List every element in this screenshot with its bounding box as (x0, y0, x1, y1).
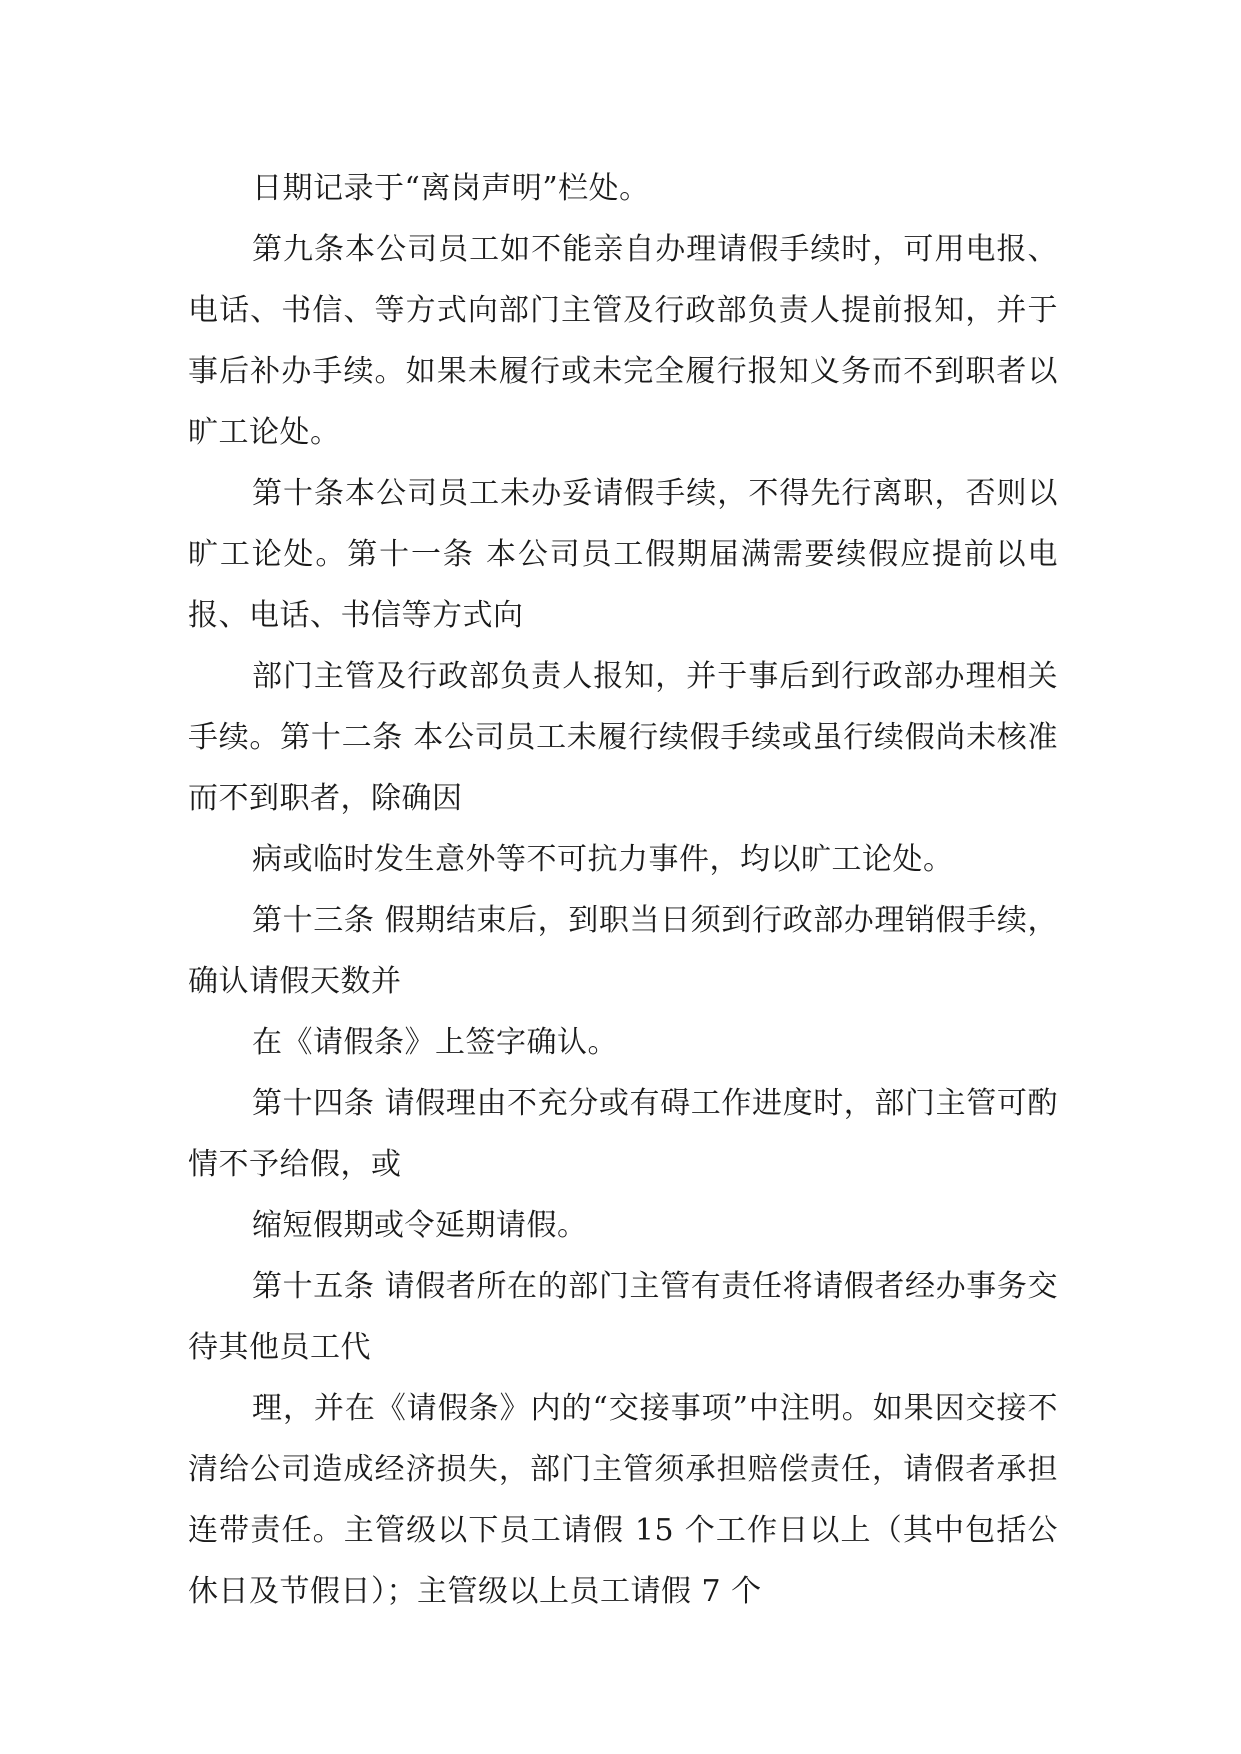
paragraph-1: 日期记录于“离岗声明”栏处。 (252, 171, 650, 206)
paragraph-article-14: 第十四条 请假理由不充分或有碍工作进度时，部门主管可酌情不予给假，或 (188, 1086, 1058, 1182)
document-body (188, 158, 1058, 1622)
paragraph-article-15: 第十五条 请假者所在的部门主管有责任将请假者经办事务交待其他员工代 (188, 1269, 1058, 1365)
paragraph-article-15-cont: 理，并在《请假条》内的“交接事项”中注明。如果因交接不清给公司造成经济损失，部门主管须承担赔偿责任，请假者承担连带责任。主管级以下员工请假 15 个工作日以上（其中包括公休日及节假日）；主管级以上员工请假 7 个 (188, 1391, 1058, 1609)
paragraph-article-14-cont: 缩短假期或令延期请假。 (252, 1208, 588, 1243)
paragraph-article-12-cont: 病或临时发生意外等不可抗力事件，均以旷工论处。 (252, 842, 954, 877)
paragraph-article-9: 第九条本公司员工如不能亲自办理请假手续时，可用电报、电话、书信、等方式向部门主管及行政部负责人提前报知，并于事后补办手续。如果未履行或未完全履行报知义务而不到职者以旷工论处。 (188, 232, 1058, 450)
paragraph-article-10-11: 第十条本公司员工未办妥请假手续，不得先行离职，否则以旷工论处。第十一条 本公司员工假期届满需要续假应提前以电报、电话、书信等方式向 (188, 476, 1058, 633)
paragraph-article-13: 第十三条 假期结束后，到职当日须到行政部办理销假手续，确认请假天数并 (188, 903, 1058, 999)
paragraph-article-11-12: 部门主管及行政部负责人报知，并于事后到行政部办理相关手续。第十二条 本公司员工未履行续假手续或虽行续假尚未核准而不到职者，除确因 (188, 659, 1058, 816)
paragraph-article-13-cont: 在《请假条》上签字确认。 (252, 1025, 618, 1060)
